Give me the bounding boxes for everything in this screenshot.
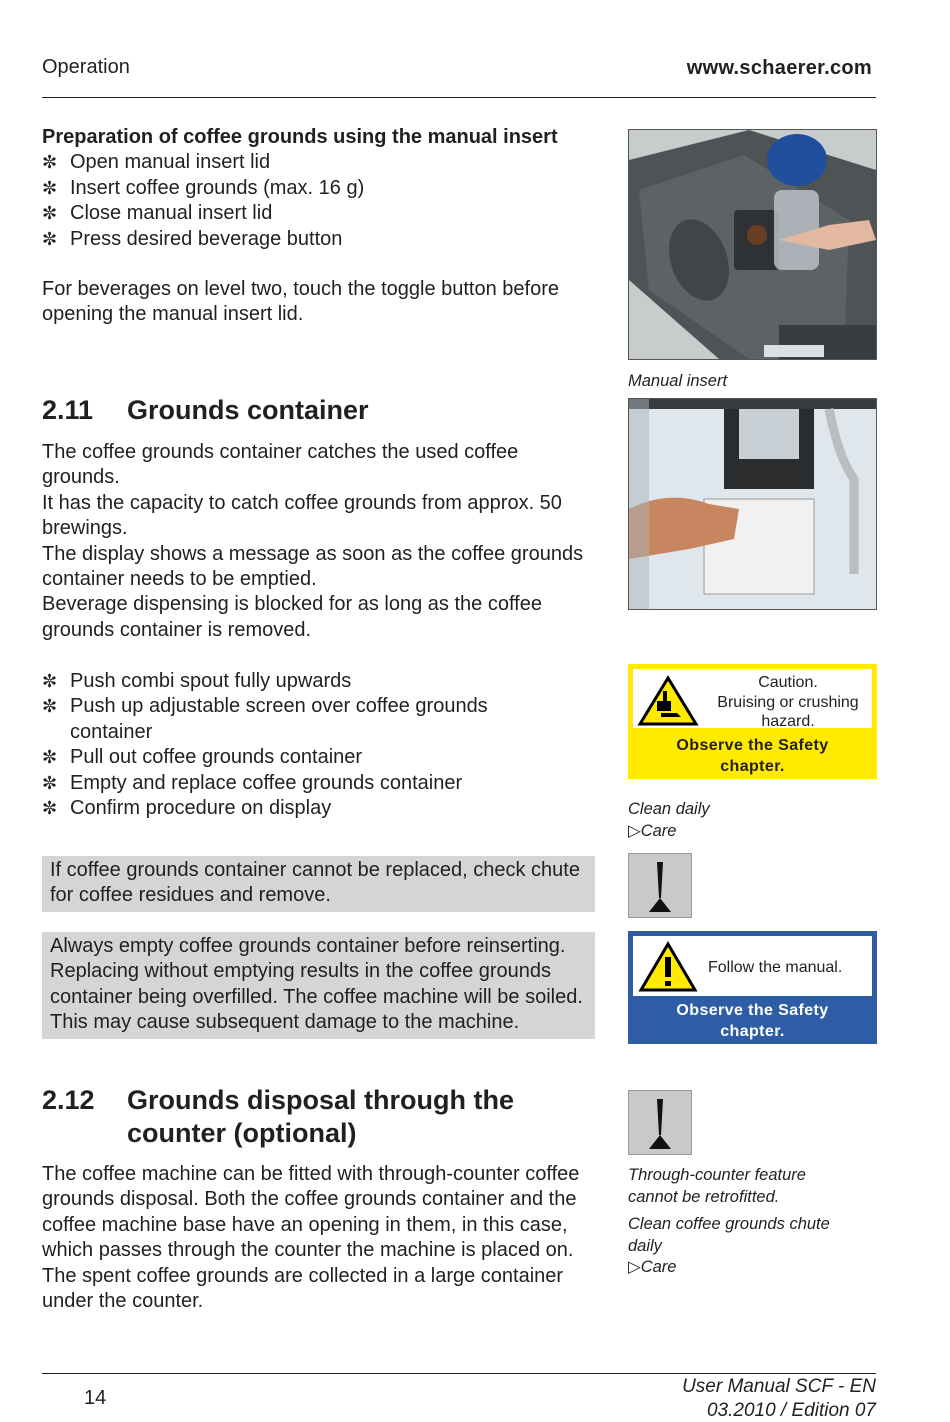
bullet-icon: ✼	[42, 177, 58, 198]
bullet-icon: ✼	[42, 671, 58, 691]
prep-block	[42, 125, 594, 328]
list-item: ✼ Press desired beverage button	[42, 227, 594, 252]
section-heading-2-11	[42, 394, 582, 428]
header-rule	[42, 97, 876, 98]
manual-insert-photo	[628, 129, 877, 360]
follow-inner	[633, 936, 872, 996]
list-item: ✼ Empty and replace coffee grounds container	[42, 771, 542, 796]
triangle-right-icon: ▷	[628, 821, 641, 840]
exclamation-icon	[628, 1090, 692, 1155]
list-item: ✼ Insert coffee grounds (max. 16 g)	[42, 176, 594, 201]
triangle-right-icon: ▷	[628, 1258, 641, 1276]
follow-manual-text: Follow the manual.	[708, 959, 843, 976]
caption-clean-daily: Clean daily ▷Care	[628, 799, 710, 842]
prep-note: For beverages on level two, touch the toggle button before opening the manual insert lid.	[42, 278, 560, 326]
section-number: 2.12	[42, 1085, 95, 1115]
caution-text: Caution. Bruising or crushing hazard.	[717, 674, 859, 730]
footer-rule	[42, 1373, 876, 1374]
grounds-container-photo	[628, 398, 877, 610]
list-item: ✼ Push up adjustable screen over coffee grounds container	[42, 695, 488, 743]
exclamation-icon	[628, 853, 692, 918]
grounds-container-illustration	[629, 399, 876, 609]
bullet-icon: ✼	[42, 152, 58, 173]
caution-observe-safety: Observe the Safety chapter.	[676, 737, 829, 775]
paragraph: It has the capacity to catch coffee grounds from approx. 50 brewings.	[42, 491, 562, 540]
care-reference-2[interactable]: ▷Care	[628, 1258, 677, 1276]
list-item: ✼ Push combi spout fully upwards	[42, 669, 542, 694]
note-box-chute: If coffee grounds container cannot be replaced, check chute for coffee residues and remove.	[42, 856, 595, 912]
bullet-icon: ✼	[42, 798, 58, 819]
section-title: Grounds container	[127, 395, 369, 425]
paragraph: The display shows a message as soon as the coffee grounds container needs to be emptied.	[42, 542, 584, 591]
crushing-hazard-icon	[637, 675, 699, 727]
caption-manual-insert: Manual insert	[628, 372, 728, 390]
caption-clean-chute: Clean coffee grounds chute daily ▷Care	[628, 1214, 830, 1279]
bullet-icon: ✼	[42, 228, 58, 249]
list-item: ✼ Close manual insert lid	[42, 201, 594, 226]
warning-triangle-icon	[638, 941, 698, 993]
section-heading-2-12	[42, 1084, 582, 1150]
section-number: 2.11	[42, 395, 94, 425]
manual-insert-illustration	[629, 130, 876, 359]
prep-steps	[42, 150, 594, 252]
care-reference-1[interactable]: ▷Care	[628, 821, 677, 840]
section-title: Grounds disposal through the counter (optional)	[127, 1085, 514, 1148]
paragraph: Beverage dispensing is blocked for as long as the coffee grounds container is removed.	[42, 593, 542, 641]
header-website[interactable]: www.schaerer.com	[686, 57, 872, 79]
paragraph: The coffee grounds container catches the used coffee grounds.	[42, 441, 519, 489]
caption-through-counter: Through-counter feature cannot be retrofitted.	[628, 1166, 806, 1206]
footer-edition: 03.2010 / Edition 07	[706, 1400, 876, 1421]
follow-observe-safety: Observe the Safety chapter.	[676, 1002, 829, 1040]
caution-inner	[633, 669, 872, 728]
header-section: Operation	[42, 56, 130, 78]
bullet-icon: ✼	[42, 203, 58, 224]
follow-manual-box	[628, 931, 877, 1044]
note-box-empty: Always empty coffee grounds container before reinserting. Replacing without emptying results in the coffee grounds container being overfilled. The coffee machine will be soiled. This may cause subsequent damage to the machine.	[42, 932, 595, 1039]
footer-manual-title: User Manual SCF - EN	[682, 1376, 876, 1397]
section-2-11-steps	[42, 669, 542, 821]
list-item: ✼ Open manual insert lid	[42, 150, 594, 175]
section-2-12-body: The coffee machine can be fitted with through-counter coffee grounds disposal. Both the coffee grounds container and the coffee machine base have an opening in them, in this case, which passes through the counter the machine is placed on. The spent coffee grounds are collected in a large container under the counter.	[42, 1163, 580, 1313]
page-number: 14	[84, 1387, 107, 1409]
bullet-icon: ✼	[42, 747, 58, 768]
prep-title: Preparation of coffee grounds using the manual insert	[42, 126, 558, 148]
bullet-icon: ✼	[42, 772, 58, 793]
list-item: ✼ Pull out coffee grounds container	[42, 745, 542, 770]
list-item: ✼ Confirm procedure on display	[42, 796, 542, 821]
caution-box	[628, 664, 877, 779]
section-2-11-body	[42, 440, 594, 643]
bullet-icon: ✼	[42, 696, 58, 717]
